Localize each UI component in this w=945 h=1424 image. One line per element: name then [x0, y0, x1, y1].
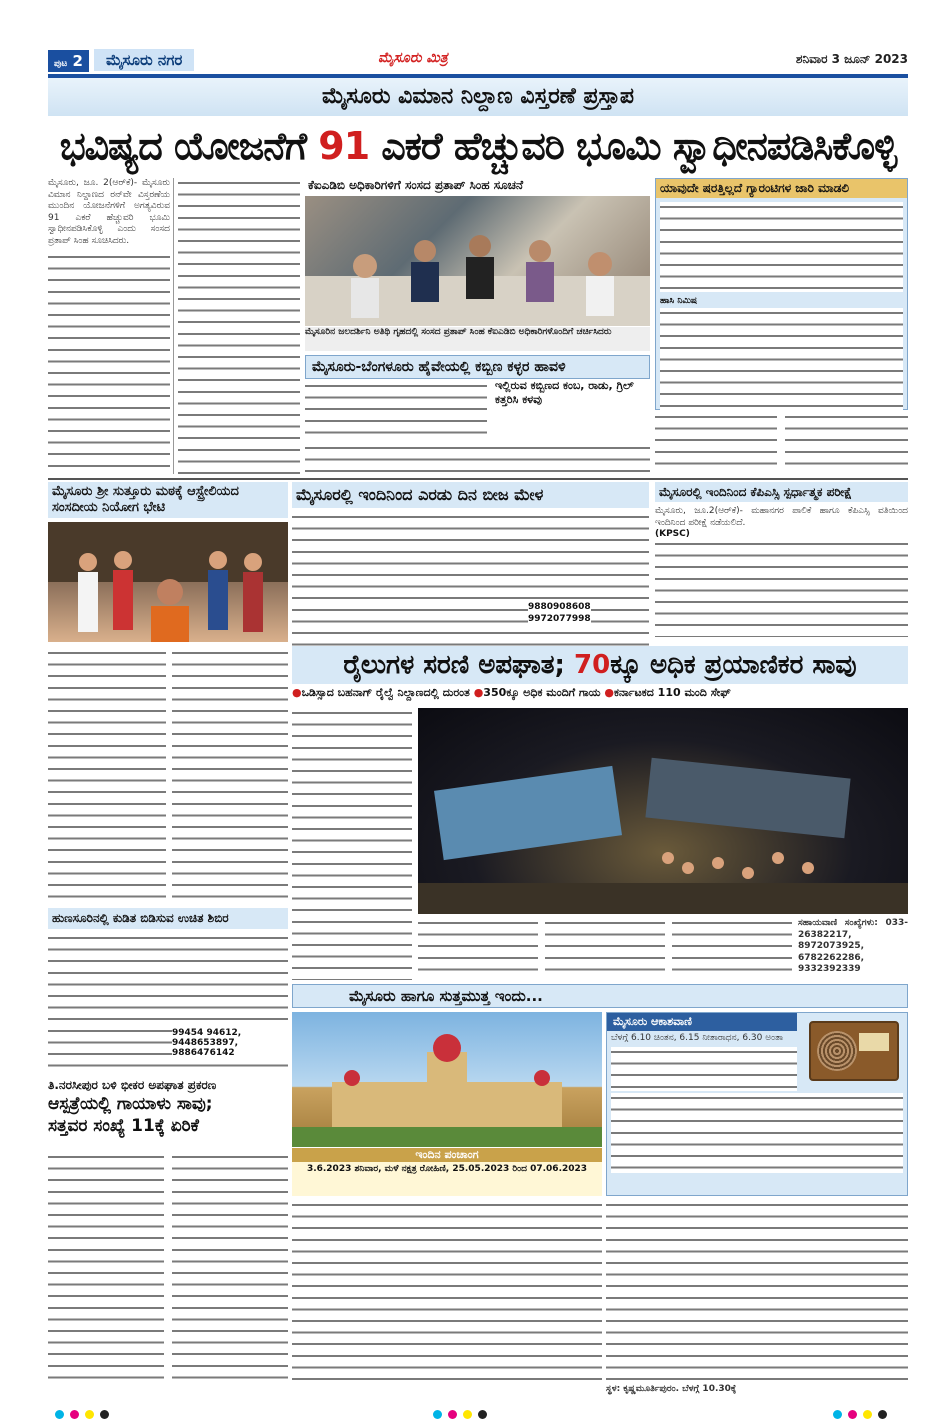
- cmyk-marks-right: [830, 1404, 890, 1423]
- page-label: ಪುಟ: [54, 59, 68, 69]
- kpsc-intro: ಮೈಸೂರು, ಜೂ.2(ಆರ್‌ಕೆ)- ಮಹಾನಗರ ಪಾಲಿಕೆ ಹಾಗೂ ಕೆಪಿಎಸ್ಸಿ ವತಿಯಿಂದ ಇಂದಿನಿಂದ ಪರೀಕ್ಷೆ ನಡೆಯಲಿದೆ.: [655, 506, 908, 528]
- lead-story-column-1: [48, 178, 170, 474]
- kpsc-label: (KPSC): [655, 529, 690, 540]
- guarantee-text: [660, 202, 903, 292]
- bullet-icon: ●: [604, 686, 614, 699]
- train-text-col-3: [545, 918, 665, 980]
- panchanga-title: ಇಂದಿನ ಪಂಚಾಂಗ: [292, 1148, 602, 1162]
- train-helpline: ಸಹಾಯವಾಣಿ ಸಂಖ್ಯೆಗಳು: 033-26382217, 8972073925, 6782262286, 9332392339: [798, 918, 908, 975]
- panchanga-line: 3.6.2023 ಶನಿವಾರ, ಮಳೆ ನಕ್ಷತ್ರ ರೋಹಿಣಿ, 25.05.2023 ರಿಂದ 07.06.2023: [306, 1164, 588, 1174]
- events-venue: ಸ್ಥಳ: ಕೃಷ್ಣಮೂರ್ತಿಪುರಂ. ಬೆಳಗ್ಗೆ 10.30ಕ್ಕೆ: [606, 1384, 737, 1394]
- guarantee-text-2: [660, 308, 903, 413]
- lead-intro: ಮೈಸೂರು, ಜೂ. 2(ಆರ್‌ಕೆ)- ಮೈಸೂರು ವಿಮಾನ ನಿಲ್ದಾಣದ ರನ್‌ವೇ ವಿಸ್ತರಣೆಯ ಮುಂದಿನ ಯೋಜನೆಗಳಿಗೆ ಅಗತ್ಯವಿರುವ 91 ಎಕರೆ ಹೆಚ್ಚುವರಿ ಭೂಮಿ ಸ್ವಾಧೀನಪಡಿಸಿಕೊಳ್ಳಿ ಎಂದು ಸಂಸದ ಪ್ರತಾಪ್ ಸಿಂಹ ಸೂಚಿಸಿದರು.: [48, 178, 170, 246]
- seed-fair-phone-2: 9972077998: [528, 614, 591, 624]
- radio-box: [606, 1012, 908, 1196]
- cmyk-marks-center: [430, 1404, 490, 1423]
- train-headline-part-b: ಕ್ಕೂ ಅಧಿಕ ಪ್ರಯಾಣಿಕರ ಸಾವು: [610, 650, 857, 680]
- lead-headline-part-a: ಭವಿಷ್ಯದ ಯೋಜನೆಗೆ: [59, 124, 319, 168]
- tnarsipur-headline-2: ಆಸ್ಪತ್ರೆಯಲ್ಲಿ ಗಾಯಾಳು ಸಾವು;: [48, 1094, 213, 1114]
- cmyk-dot: [463, 1410, 472, 1419]
- suttur-text-2: [172, 648, 288, 903]
- events-list-left: [292, 1200, 602, 1385]
- train-headline: [292, 646, 908, 684]
- lead-story-column-4: [785, 412, 908, 474]
- train-bullet-1: ಒಡಿಸ್ಸಾದ ಬಹನಾಗ್ ರೈಲ್ವೆ ನಿಲ್ದಾಣದಲ್ಲಿ ದುರಂತ: [301, 686, 470, 699]
- suttur-photo-illustration: [48, 522, 288, 642]
- cmyk-dot: [55, 1410, 64, 1419]
- hunsur-headline: ಹುಣಸೂರಿನಲ್ಲಿ ಕುಡಿತ ಬಿಡಿಸುವ ಉಚಿತ ಶಿಬಿರ: [48, 908, 288, 929]
- hunsur-story: [48, 908, 288, 1073]
- train-accident-photo: [418, 708, 908, 914]
- lead-headline: [48, 118, 908, 174]
- cmyk-dot: [863, 1410, 872, 1419]
- guarantee-headline: ಯಾವುದೇ ಷರತ್ತಿಲ್ಲದೆ ಗ್ಯಾರಂಟಿಗಳ ಜಾರಿ ಮಾಡಲಿ: [656, 179, 907, 198]
- today-banner: [292, 984, 908, 1008]
- radio-title: ಮೈಸೂರು ಆಕಾಶವಾಣಿ: [607, 1013, 797, 1031]
- train-accident-illustration: [418, 708, 908, 914]
- suttur-story: [48, 482, 288, 662]
- events-list-right: [606, 1200, 908, 1380]
- topline-banner: [48, 76, 908, 116]
- lead-headline-number: 91: [318, 124, 370, 168]
- highway-story: [305, 355, 650, 475]
- cmyk-dot: [433, 1410, 442, 1419]
- train-headline-number: 70: [574, 650, 611, 680]
- train-headline-part-a: ರೈಲುಗಳ ಸರಣಿ ಅಪಘಾತ;: [343, 650, 574, 680]
- cmyk-dot: [848, 1410, 857, 1419]
- radio-icon: [809, 1021, 899, 1081]
- bullet-icon: ●: [473, 686, 484, 699]
- suttur-headline: ಮೈಸೂರು ಶ್ರೀ ಸುತ್ತೂರು ಮಠಕ್ಕೆ ಆಸ್ಟ್ರೇಲಿಯದ ಸಂಸದೀಯ ನಿಯೋಗ ಭೇಟಿ: [48, 482, 288, 518]
- tnarsipur-story: [48, 1078, 288, 1388]
- cmyk-dot: [70, 1410, 79, 1419]
- train-bullet-3: ಕರ್ನಾಟಕದ 110 ಮಂದಿ ಸೇಫ್: [613, 686, 731, 699]
- train-text-col-2: [418, 918, 538, 980]
- tnarsipur-headline-1: ತಿ.ನರಸೀಪುರ ಬಳಿ ಭೀಕರ ಅಪಘಾತ ಪ್ರಕರಣ: [48, 1078, 217, 1092]
- train-bullet-2: 350ಕ್ಕೂ ಅಧಿಕ ಮಂದಿಗೆ ಗಾಯ: [483, 686, 601, 699]
- page-number-badge: [48, 50, 89, 72]
- masthead-logo: ಮೈಸೂರು ಮಿತ್ರ: [378, 50, 448, 66]
- cmyk-dot: [878, 1410, 887, 1419]
- suttur-photo: [48, 522, 288, 642]
- panchanga-box: [292, 1148, 602, 1196]
- cmyk-dot: [100, 1410, 109, 1419]
- seed-fair-story: [292, 482, 649, 642]
- mysore-palace-photo: [292, 1012, 602, 1147]
- tnarsipur-headline-3: ಸತ್ತವರ ಸಂಖ್ಯೆ 11ಕ್ಕೆ ಏರಿಕೆ: [48, 1116, 199, 1136]
- page-number: 2: [72, 52, 83, 70]
- seed-fair-headline: ಮೈಸೂರಲ್ಲಿ ಇಂದಿನಿಂದ ಎರಡು ದಿನ ಬೀಜ ಮೇಳ: [292, 482, 649, 508]
- hunsur-phones: 99454 94612, 9448653897, 9886476142: [172, 1028, 288, 1058]
- meeting-photo-illustration: [305, 196, 650, 326]
- cmyk-marks-left: [52, 1404, 112, 1423]
- bullet-icon: ●: [292, 686, 302, 699]
- meeting-photo: [305, 196, 650, 326]
- cmyk-dot: [448, 1410, 457, 1419]
- train-text-col-4: [672, 918, 792, 980]
- topline-text: ಮೈಸೂರು ವಿಮಾನ ನಿಲ್ದಾಣ ವಿಸ್ತರಣೆ ಪ್ರಸ್ತಾಪ: [322, 84, 634, 109]
- lead-story-column-3: [655, 412, 777, 474]
- cmyk-dot: [85, 1410, 94, 1419]
- meeting-photo-caption: ಮೈಸೂರಿನ ಜಲದರ್ಶಿನಿ ಅತಿಥಿ ಗೃಹದಲ್ಲಿ ಸಂಸದ ಪ್ರತಾಪ್ ಸಿಂಹ ಕೆಐಎಡಿಬಿ ಅಧಿಕಾರಿಗಳೊಂದಿಗೆ ಚರ್ಚಿಸಿದರು: [305, 327, 650, 351]
- radio-first-line: ಬೆಳಗ್ಗೆ 6.10 ಚಿಂತನ, 6.15 ನೀತಾರಾಧನ, 6.30 ಅಂತಾ: [611, 1033, 784, 1043]
- kpsc-story: [655, 482, 908, 642]
- section-name: ಮೈಸೂರು ನಗರ: [94, 49, 194, 71]
- lead-kicker: ಕೆಐಎಡಿಬಿ ಅಧಿಕಾರಿಗಳಿಗೆ ಸಂಸದ ಪ್ರತಾಪ್ ಸಿಂಹ ಸೂಚನೆ: [308, 178, 524, 192]
- highway-subhead: ಇಲ್ಲಿರುವ ಕಬ್ಬಿಣದ ಕಂಬ, ರಾಡು, ಗ್ರಿಲ್ ಕತ್ತರಿಸಿ ಕಳವು: [495, 379, 634, 406]
- train-text-col-1: [292, 708, 412, 980]
- kpsc-headline: ಮೈಸೂರಲ್ಲಿ ಇಂದಿನಿಂದ ಕೆಪಿಎಸ್ಸಿ ಸ್ಪರ್ಧಾತ್ಮಕ ಪರೀಕ್ಷೆ: [655, 482, 908, 502]
- guarantee-box: [655, 178, 908, 410]
- today-banner-text: ಮೈಸೂರು ಹಾಗೂ ಸುತ್ತಮುತ್ತ ಇಂದು...: [349, 987, 543, 1005]
- suttur-text-1: [48, 648, 166, 903]
- lead-headline-part-b: ಎಕರೆ ಹೆಚ್ಚುವರಿ ಭೂಮಿ ಸ್ವಾಧೀನಪಡಿಸಿಕೊಳ್ಳಿ: [369, 124, 897, 168]
- page-header: [48, 46, 908, 76]
- palace-illustration: [292, 1012, 602, 1147]
- cmyk-dot: [833, 1410, 842, 1419]
- train-bullets: [292, 686, 908, 704]
- highway-headline: ಮೈಸೂರು-ಬೆಂಗಳೂರು ಹೈವೇಯಲ್ಲಿ ಕಬ್ಬಿಣ ಕಳ್ಳರ ಹಾವಳಿ: [305, 355, 650, 379]
- issue-date: ಶನಿವಾರ 3 ಜೂನ್ 2023: [795, 52, 908, 66]
- lead-story-column-2: [178, 178, 300, 474]
- cmyk-dot: [478, 1410, 487, 1419]
- guarantee-note: ಹಾಸಿ ನಿಮಿಷ: [660, 296, 698, 306]
- seed-fair-phone: 9880908608: [528, 602, 591, 612]
